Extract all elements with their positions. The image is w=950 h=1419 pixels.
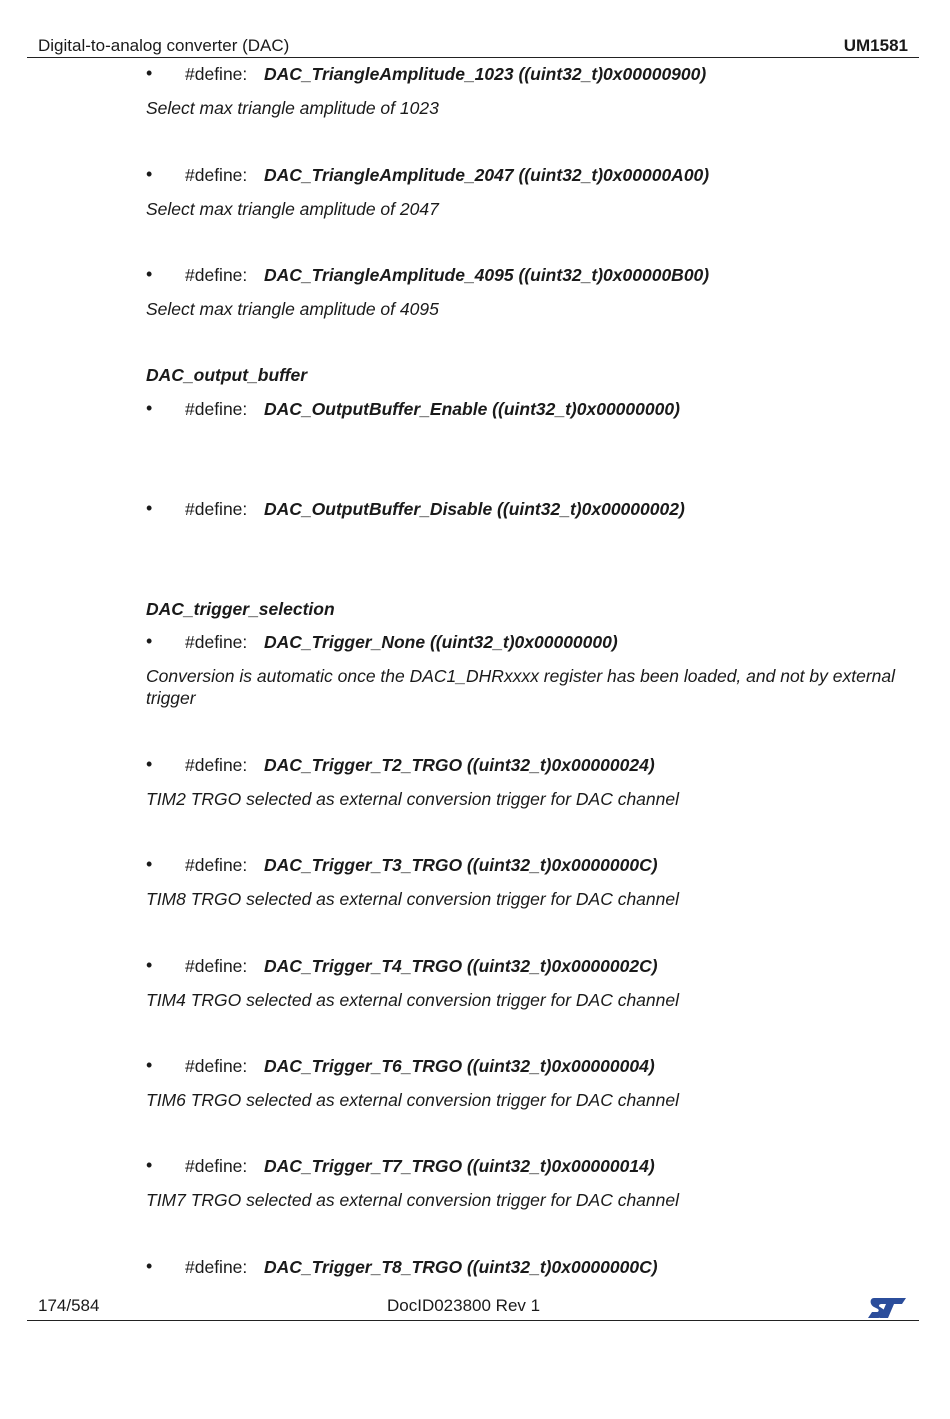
- bullet-icon: •: [146, 264, 153, 284]
- page-footer: [38, 1296, 908, 1318]
- section-heading-output-buffer: DAC_output_buffer: [146, 365, 308, 385]
- define-name: DAC_Trigger_T2_TRGO ((uint32_t)0x00000024): [264, 755, 655, 775]
- define-description: TIM4 TRGO selected as external conversion trigger for DAC channel: [146, 990, 679, 1010]
- define-description: Select max triangle amplitude of 4095: [146, 299, 439, 319]
- bullet-icon: •: [146, 498, 153, 518]
- define-description: TIM2 TRGO selected as external conversion trigger for DAC channel: [146, 789, 679, 809]
- define-keyword: #define:: [185, 855, 248, 875]
- bullet-icon: •: [146, 854, 153, 874]
- define-name: DAC_Trigger_None ((uint32_t)0x00000000): [264, 632, 618, 652]
- define-keyword: #define:: [185, 755, 248, 775]
- define-name: DAC_OutputBuffer_Disable ((uint32_t)0x00000002): [264, 499, 685, 519]
- define-name: DAC_TriangleAmplitude_4095 ((uint32_t)0x00000B00): [264, 265, 710, 285]
- header-doc-code: UM1581: [843, 36, 908, 55]
- define-description: Conversion is automatic once the DAC1_DHRxxxx register has been loaded, and not by external trigger: [146, 666, 896, 708]
- bullet-icon: •: [146, 398, 153, 418]
- define-keyword: #define:: [185, 165, 248, 185]
- define-name: DAC_OutputBuffer_Enable ((uint32_t)0x00000000): [264, 399, 680, 419]
- define-name: DAC_TriangleAmplitude_2047 ((uint32_t)0x00000A00): [264, 165, 710, 185]
- bullet-icon: •: [146, 1155, 153, 1175]
- bullet-icon: •: [146, 1256, 153, 1276]
- define-description: Select max triangle amplitude of 2047: [146, 199, 439, 219]
- footer-rule: [27, 1320, 919, 1321]
- define-description: TIM7 TRGO selected as external conversion trigger for DAC channel: [146, 1190, 679, 1210]
- bullet-icon: •: [146, 631, 153, 651]
- section-heading-trigger-selection: DAC_trigger_selection: [146, 599, 335, 619]
- define-keyword: #define:: [185, 399, 248, 419]
- doc-revision: DocID023800 Rev 1: [387, 1296, 541, 1315]
- define-name: DAC_Trigger_T4_TRGO ((uint32_t)0x0000002C): [264, 956, 658, 976]
- bullet-icon: •: [146, 164, 153, 184]
- header-rule: [27, 57, 919, 58]
- define-keyword: #define:: [185, 956, 248, 976]
- page-number: 174/584: [38, 1296, 100, 1315]
- define-keyword: #define:: [185, 632, 248, 652]
- bullet-icon: •: [146, 1055, 153, 1075]
- define-keyword: #define:: [185, 64, 248, 84]
- define-description: TIM8 TRGO selected as external conversion trigger for DAC channel: [146, 889, 679, 909]
- st-logo-icon: [866, 1296, 908, 1320]
- bullet-icon: •: [146, 754, 153, 774]
- define-keyword: #define:: [185, 499, 248, 519]
- define-name: DAC_Trigger_T6_TRGO ((uint32_t)0x00000004): [264, 1056, 655, 1076]
- bullet-icon: •: [146, 63, 153, 83]
- define-name: DAC_Trigger_T7_TRGO ((uint32_t)0x00000014): [264, 1156, 655, 1176]
- page-header: [38, 36, 908, 58]
- header-title: Digital-to-analog converter (DAC): [38, 36, 290, 55]
- define-name: DAC_TriangleAmplitude_1023 ((uint32_t)0x00000900): [264, 64, 707, 84]
- define-keyword: #define:: [185, 1056, 248, 1076]
- define-keyword: #define:: [185, 265, 248, 285]
- define-keyword: #define:: [185, 1156, 248, 1176]
- bullet-icon: •: [146, 955, 153, 975]
- define-description: Select max triangle amplitude of 1023: [146, 98, 439, 118]
- define-keyword: #define:: [185, 1257, 248, 1277]
- define-name: DAC_Trigger_T8_TRGO ((uint32_t)0x0000000C): [264, 1257, 658, 1277]
- define-description: TIM6 TRGO selected as external conversion trigger for DAC channel: [146, 1090, 679, 1110]
- define-name: DAC_Trigger_T3_TRGO ((uint32_t)0x0000000C): [264, 855, 658, 875]
